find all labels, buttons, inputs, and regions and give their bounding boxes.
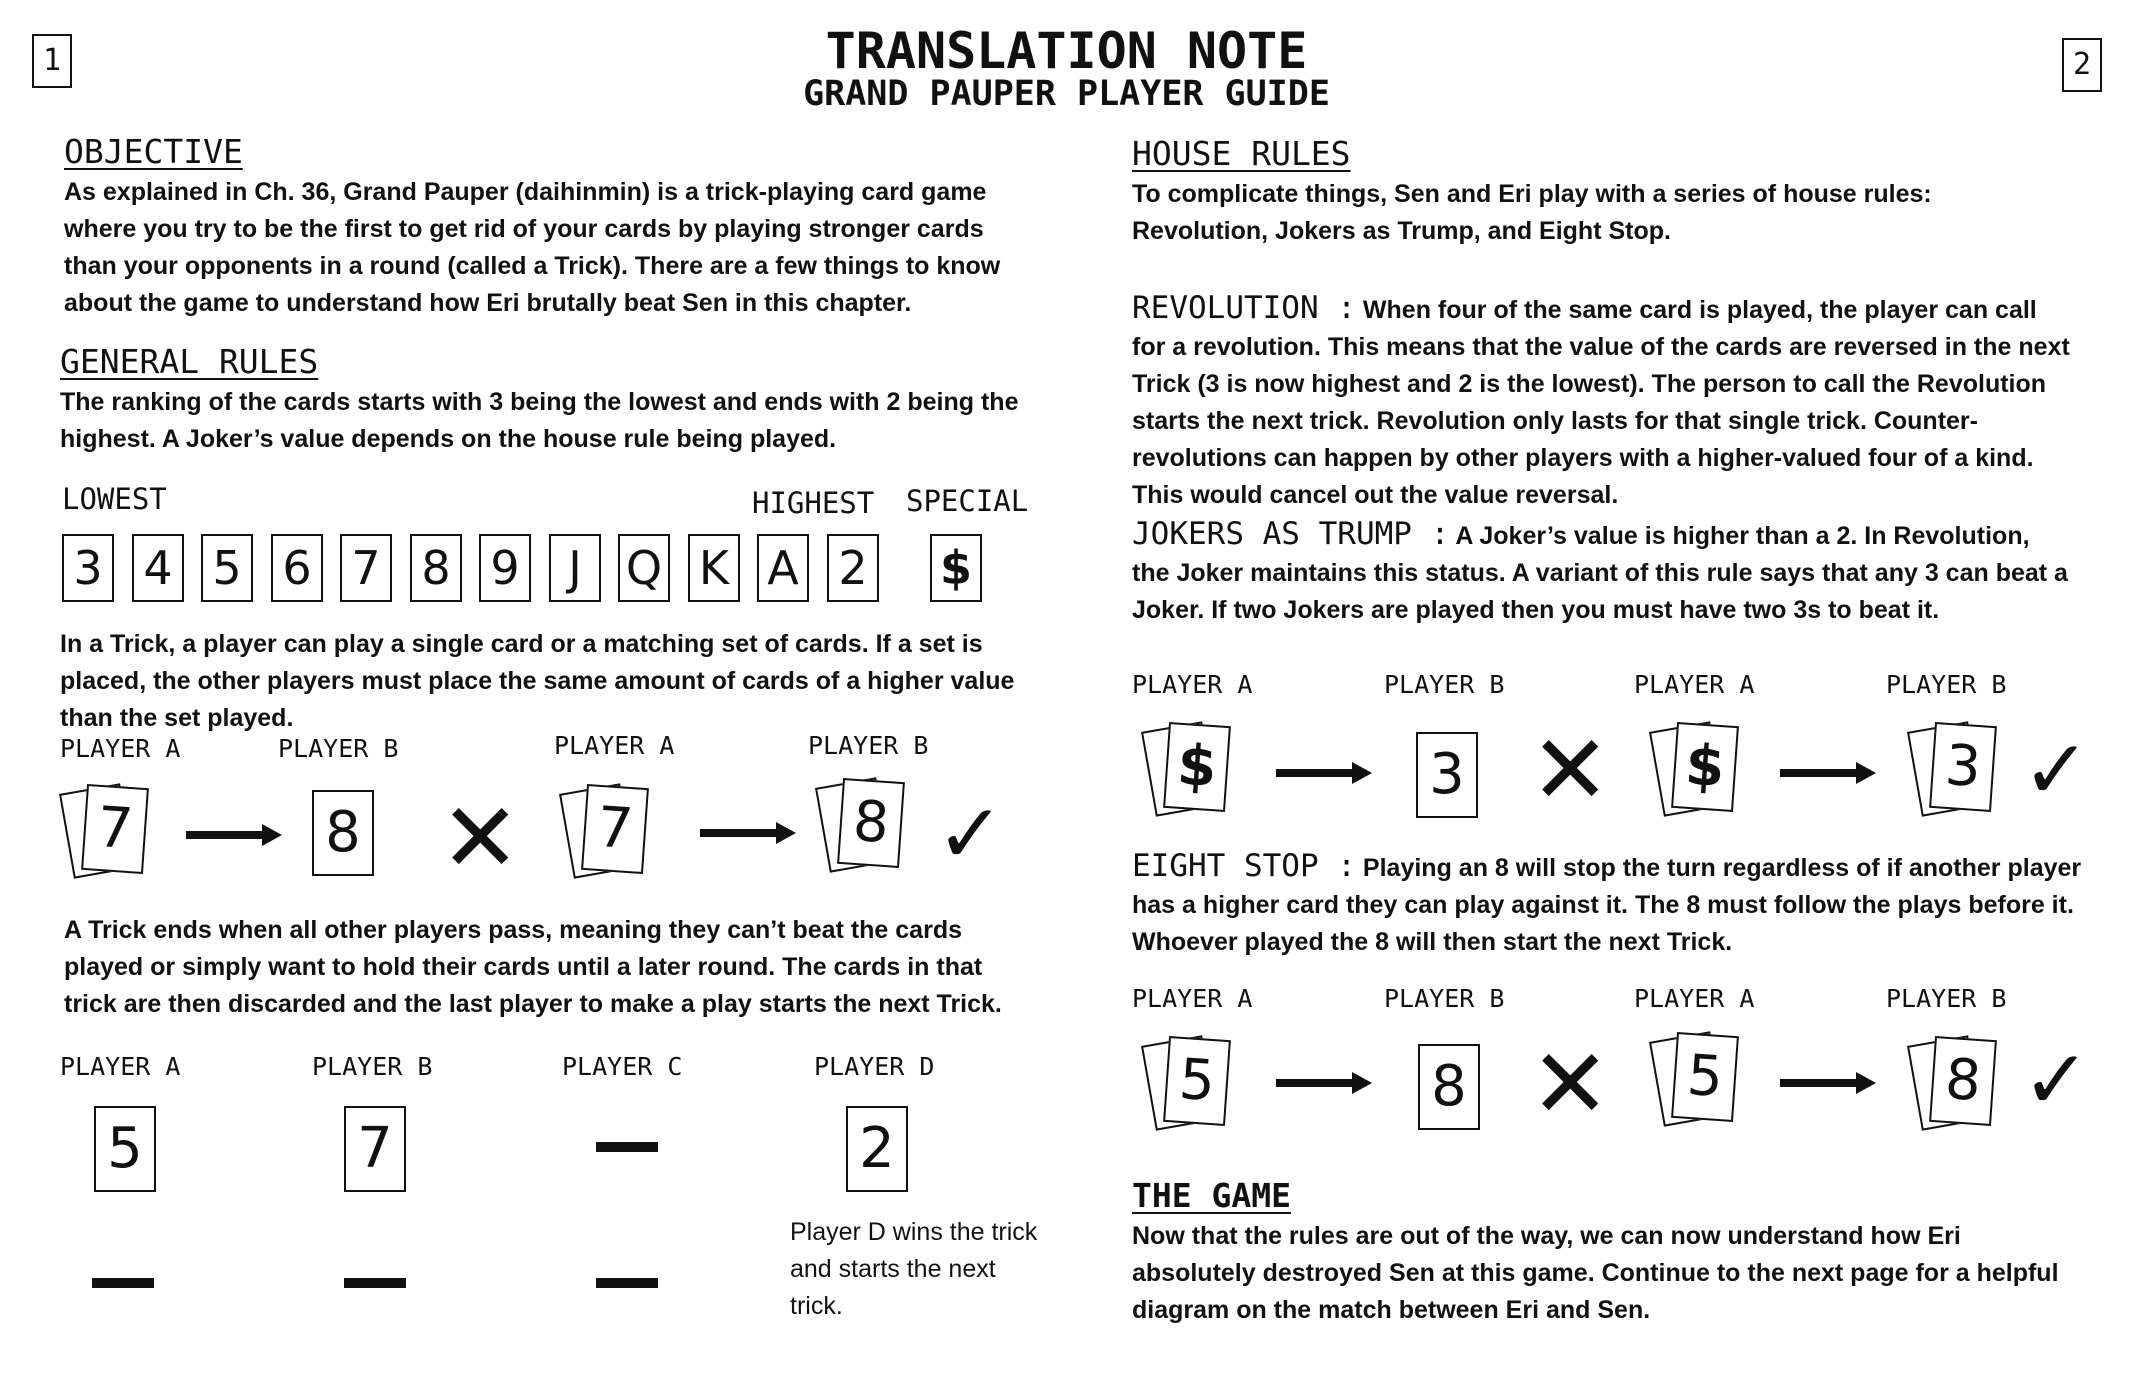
rank-card: Q (618, 534, 670, 602)
jk-card-b: 3 (1416, 732, 1478, 818)
cross-icon: ✕ (440, 782, 521, 894)
rank-card: K (688, 534, 740, 602)
pass-dash (596, 1278, 658, 1288)
rank-card: 2 (827, 534, 879, 602)
es-label-a: PLAYER A (1132, 984, 1253, 1013)
ex1-label-a: PLAYER A (60, 734, 181, 763)
rank-card: 8 (410, 534, 462, 602)
es-card-b: 8 (1418, 1044, 1480, 1130)
check-icon: ✓ (2022, 723, 2091, 818)
special-label: SPECIAL (906, 484, 1029, 518)
pass-dash (92, 1278, 154, 1288)
cross-icon: ✕ (1530, 1028, 1611, 1140)
ex2-card-b: 7 (344, 1106, 406, 1192)
player-d-note: Player D wins the trick and starts the next trick. (790, 1218, 1038, 1320)
rank-card: A (757, 534, 809, 602)
jk-card-stack-a2: $ (1652, 720, 1748, 830)
house-rules-text: To complicate things, Sen and Eri play with a series of house rules: Revolution, Jokers as Trump, and Eight Stop. (1132, 180, 1932, 245)
the-game-text: Now that the rules are out of the way, we can now understand how Eri absolutely destroyed Sen at this game. Continue to the next page for a helpful diagram on the match between Eri and Sen. (1132, 1222, 2059, 1324)
ex2-label-a: PLAYER A (60, 1052, 181, 1081)
es-label-b2: PLAYER B (1886, 984, 2007, 1013)
rank-card: J (549, 534, 601, 602)
es-label-a2: PLAYER A (1634, 984, 1755, 1013)
the-game-heading: THE GAME (1132, 1176, 1291, 1215)
jk-label-a2: PLAYER A (1634, 670, 1755, 699)
es-card-stack-b2: 8 (1910, 1034, 2006, 1144)
eight-stop-heading: EIGHT STOP : (1132, 848, 1356, 884)
lowest-label: LOWEST (62, 482, 167, 516)
ex1-label-a2: PLAYER A (554, 731, 675, 760)
jokers-text: JOKERS AS TRUMP : A Joker’s value is higher than a 2. In Revolution, the Joker maintains this status. A variant of this rule says that any 3 can beat a Joker. If two Jokers are played then you must have two 3s to beat it. (1132, 516, 2068, 624)
rank-card: 9 (479, 534, 531, 602)
check-icon: ✓ (2022, 1033, 2091, 1128)
rank-card: 3 (62, 534, 114, 602)
rank-card: 4 (132, 534, 184, 602)
page-number-left: 1 (32, 34, 72, 88)
cross-icon: ✕ (1530, 714, 1611, 826)
es-card-stack-a2: 5 (1652, 1030, 1748, 1140)
arrow-icon (1276, 758, 1372, 788)
ex2-card-d: 2 (846, 1106, 908, 1192)
es-card-stack-a: 5 (1144, 1034, 1240, 1144)
ex1-card-stack-b2: 8 (818, 776, 914, 886)
ex2-label-d: PLAYER D (814, 1052, 935, 1081)
arrow-icon (186, 820, 282, 850)
pass-dash (596, 1142, 658, 1152)
revolution-text: REVOLUTION : When four of the same card is played, the player can call for a revolution. This means that the value of the cards are reversed in the next Trick (3 is now highest and 2 is the lowest). The person to call the Revolution starts the next trick. Revolution only lasts for that single trick. Counter-revolutions can happen by other players with a higher-valued four of a kind. This would cancel out the value reversal. (1132, 290, 2070, 509)
rank-card: 7 (340, 534, 392, 602)
arrow-icon (1780, 1068, 1876, 1098)
page-title: TRANSLATION NOTE (825, 22, 1308, 80)
house-rules-heading: HOUSE RULES (1132, 134, 1351, 173)
joker-card: $ (930, 534, 982, 602)
trick-end-text: A Trick ends when all other players pass, meaning they can’t beat the cards played or simply want to hold their cards until a later round. The cards in that trick are then discarded and the last player to make a play starts the next Trick. (64, 916, 1002, 1018)
ex1-label-b: PLAYER B (278, 734, 399, 763)
general-rules-text: The ranking of the cards starts with 3 being the lowest and ends with 2 being the highest. A Joker’s value depends on the house rule being played. (60, 388, 1019, 453)
arrow-icon (700, 818, 796, 848)
general-rules-heading: GENERAL RULES (60, 342, 319, 381)
jk-card-stack-b2: 3 (1910, 720, 2006, 830)
page-subtitle: GRAND PAUPER PLAYER GUIDE (803, 74, 1330, 114)
arrow-icon (1276, 1068, 1372, 1098)
ex1-card-b: 8 (312, 790, 374, 876)
jk-card-stack-a: $ (1144, 720, 1240, 830)
es-label-b: PLAYER B (1384, 984, 1505, 1013)
ex2-label-c: PLAYER C (562, 1052, 683, 1081)
revolution-heading: REVOLUTION : (1132, 290, 1356, 326)
objective-text: As explained in Ch. 36, Grand Pauper (daihinmin) is a trick-playing card game where you try to be the first to get rid of your cards by playing stronger cards than your opponents in a round (called a Trick). There are a few things to know about the game to understand how Eri brutally beat Sen in this chapter. (64, 178, 1001, 317)
ex1-card-stack-a: 7 (62, 782, 158, 892)
ex2-label-b: PLAYER B (312, 1052, 433, 1081)
rank-card: 6 (271, 534, 323, 602)
trick-rules-text: In a Trick, a player can play a single card or a matching set of cards. If a set is placed, the other players must place the same amount of cards of a higher value than the set played. (60, 630, 1015, 732)
ex1-label-b2: PLAYER B (808, 731, 929, 760)
ex2-card-a: 5 (94, 1106, 156, 1192)
arrow-icon (1780, 758, 1876, 788)
pass-dash (344, 1278, 406, 1288)
rank-card: 5 (201, 534, 253, 602)
check-icon: ✓ (936, 787, 1005, 882)
jk-label-b: PLAYER B (1384, 670, 1505, 699)
page-number-right: 2 (2062, 38, 2102, 92)
highest-label: HIGHEST (752, 486, 875, 520)
jk-label-b2: PLAYER B (1886, 670, 2007, 699)
jokers-heading: JOKERS AS TRUMP : (1132, 516, 1450, 552)
ex1-card-stack-a2: 7 (562, 782, 658, 892)
objective-heading: OBJECTIVE (64, 132, 243, 171)
eight-stop-text: EIGHT STOP : Playing an 8 will stop the turn regardless of if another player has a higher card they can play against it. The 8 must follow the plays before it. Whoever played the 8 will then start the next Trick. (1132, 848, 2082, 956)
jk-label-a: PLAYER A (1132, 670, 1253, 699)
